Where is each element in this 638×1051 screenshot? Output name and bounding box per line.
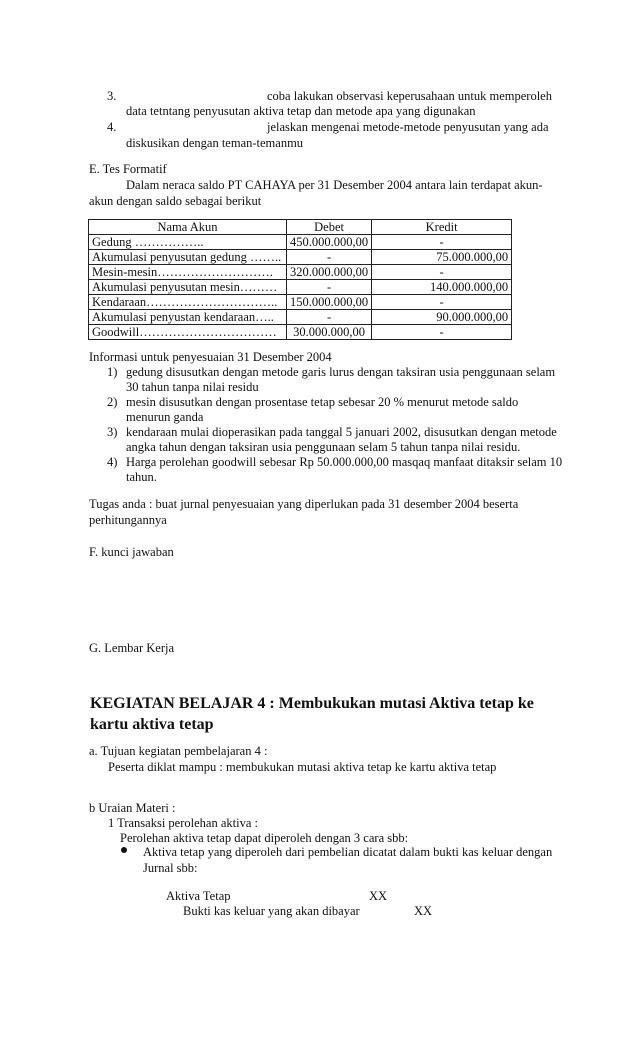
cell-kredit: 90.000.000,00 xyxy=(372,310,512,325)
tugas-text: Tugas anda : buat jurnal penyesuaian yang diperlukan pada 31 desember 2004 beserta xyxy=(89,497,519,511)
info-item-3-text: kendaraan mulai dioperasikan pada tanggal 5 januari 2002, disusutkan dengan metode xyxy=(126,425,557,439)
info-item-2-number: 2) xyxy=(107,395,118,409)
uraian-heading: b Uraian Materi : xyxy=(89,801,176,815)
item-4-number: 4. xyxy=(107,120,117,134)
cell-kredit: - xyxy=(372,235,512,250)
cell-akun: Kendaraan………………………….. xyxy=(89,295,287,310)
uraian-intro: Perolehan aktiva tetap dapat diperoleh dengan 3 cara sbb: xyxy=(120,831,409,845)
table-row xyxy=(89,280,512,295)
table-header-row xyxy=(89,220,512,235)
cell-debet: 150.000.000,00 xyxy=(287,295,372,310)
info-item-3-number: 3) xyxy=(107,425,118,439)
header-debet: Debet xyxy=(287,220,372,235)
info-item-4-text: Harga perolehan goodwill sebesar Rp 50.000.000,00 masqaq manfaat ditaksir selam 10 xyxy=(126,455,563,469)
cell-akun: Akumulasi penyusutan gedung …….. xyxy=(89,250,287,265)
section-f-heading: F. kunci jawaban xyxy=(89,545,174,559)
cell-akun: Akumulasi penyustan kendaraan….. xyxy=(89,310,287,325)
table-row xyxy=(89,310,512,325)
table-row xyxy=(89,325,512,340)
info-item-1-number: 1) xyxy=(107,365,118,379)
info-item-3-text-cont: angka tahun dengan taksiran usia penggunaan selam 5 tahun tanpa nilai residu. xyxy=(126,440,521,454)
cell-kredit: 140.000.000,00 xyxy=(372,280,512,295)
item-4-text-cont: diskusikan dengan teman-temanmu xyxy=(126,136,304,150)
item-3-number: 3. xyxy=(107,89,117,103)
cell-debet: 450.000.000,00 xyxy=(287,235,372,250)
header-nama-akun: Nama Akun xyxy=(89,220,287,235)
cell-akun: Akumulasi penyusutan mesin……… xyxy=(89,280,287,295)
tugas-text-cont: perhitungannya xyxy=(89,513,167,527)
cell-akun: Gedung …………….. xyxy=(89,235,287,250)
header-kredit: Kredit xyxy=(372,220,512,235)
info-item-2-text: mesin disusutkan dengan prosentase tetap sebesar 20 % menurut metode saldo xyxy=(126,395,519,409)
info-item-2-text-cont: menurun ganda xyxy=(126,410,204,424)
bullet-icon xyxy=(121,847,127,853)
info-item-4-number: 4) xyxy=(107,455,118,469)
table-row xyxy=(89,250,512,265)
cell-kredit: 75.000.000,00 xyxy=(372,250,512,265)
tujuan-heading: a. Tujuan kegiatan pembelajaran 4 : xyxy=(89,744,268,758)
table-row xyxy=(89,235,512,250)
cell-debet: 30.000.000,00 xyxy=(287,325,372,340)
jurnal-debit-amount: XX xyxy=(369,889,388,903)
kegiatan-belajar-title: KEGIATAN BELAJAR 4 : Membukukan mutasi Aktiva tetap ke kartu aktiva tetap xyxy=(90,695,534,733)
item-3-text-cont: data tetntang penyusutan aktiva tetap dan metode apa yang digunakan xyxy=(126,104,476,118)
section-e-intro-cont: akun dengan saldo sebagai berikut xyxy=(89,194,262,208)
info-item-4-text-cont: tahun. xyxy=(126,470,157,484)
item-4-text: jelaskan mengenai metode-metode penyusutan yang ada xyxy=(267,120,549,134)
cell-debet: 320.000.000,00 xyxy=(287,265,372,280)
jurnal-credit-account: Bukti kas keluar yang akan dibayar xyxy=(183,904,360,918)
uraian-subheading: 1 Transaksi perolehan aktiva : xyxy=(108,816,258,830)
section-e-heading: E. Tes Formatif xyxy=(89,162,167,176)
uraian-bullet-text-cont: Jurnal sbb: xyxy=(143,861,198,875)
cell-kredit: - xyxy=(372,265,512,280)
info-item-1-text-cont: 30 tahun tanpa nilai residu xyxy=(126,380,259,394)
neraca-saldo-table xyxy=(88,219,512,340)
cell-akun: Mesin-mesin………………………. xyxy=(89,265,287,280)
tujuan-text: Peserta diklat mampu : membukukan mutasi aktiva tetap ke kartu aktiva tetap xyxy=(108,760,497,774)
cell-akun: Goodwill…………………………… xyxy=(89,325,287,340)
info-item-1-text: gedung disusutkan dengan metode garis lurus dengan taksiran usia penggunaan selam xyxy=(126,365,556,379)
jurnal-debit-account: Aktiva Tetap xyxy=(166,889,231,903)
cell-debet: - xyxy=(287,280,372,295)
section-e-intro: Dalam neraca saldo PT CAHAYA per 31 Desember 2004 antara lain terdapat akun- xyxy=(126,178,543,192)
cell-kredit: - xyxy=(372,295,512,310)
table-row xyxy=(89,265,512,280)
cell-debet: - xyxy=(287,310,372,325)
table-row xyxy=(89,295,512,310)
informasi-heading: Informasi untuk penyesuaian 31 Desember 2004 xyxy=(89,350,332,364)
cell-debet: - xyxy=(287,250,372,265)
jurnal-credit-amount: XX xyxy=(414,904,433,918)
item-3-text: coba lakukan observasi keperusahaan untuk memperoleh xyxy=(267,89,552,103)
cell-kredit: - xyxy=(372,325,512,340)
section-g-heading: G. Lembar Kerja xyxy=(89,641,175,655)
uraian-bullet-text: Aktiva tetap yang diperoleh dari pembelian dicatat dalam bukti kas keluar dengan xyxy=(143,845,553,859)
